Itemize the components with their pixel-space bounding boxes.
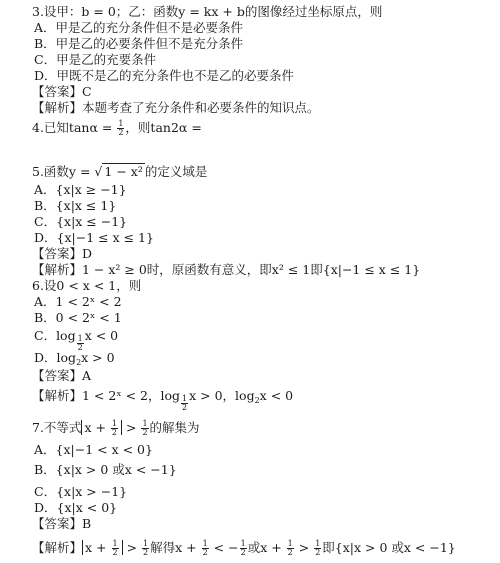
q5-answer: 【答案】D [32,246,93,261]
q7-analysis-frac-1-den: 2 [112,548,118,557]
q6-analysis-half-num: 1 [182,394,188,403]
q7-analysis-frac-6-den: 2 [315,548,321,557]
q7-analysis-mid2: 解得x + [150,540,201,555]
q6-analysis-base-half [181,395,188,412]
q7-option-a: A．{x|−1 < x < 0} [34,442,153,457]
q6-analysis-half-den: 2 [182,403,188,412]
q7-analysis-abs-inner: x + [85,540,111,555]
q7-analysis-mid1: > [122,540,142,555]
q7-analysis-frac-4-den: 2 [240,548,246,557]
q7-analysis-mid4: 或x + [247,540,286,555]
q3-analysis: 【解析】本题考查了充分条件和必要条件的知识点。 [32,100,320,115]
q7-analysis-frac-1-num: 1 [112,539,118,548]
q7-rhs-fraction [141,420,148,437]
q3-stem: 3.设甲：b = 0；乙：函数y = kx + b的图像经过坐标原点，则 [32,4,383,19]
q5-stem-suffix: 的定义域是 [144,164,208,179]
q3-option-d: D．甲既不是乙的充分条件也不是乙的必要条件 [34,68,295,83]
q6-option-a: A．1 < 2ˣ < 2 [34,294,122,309]
q7-abs-fraction-num: 1 [111,419,118,428]
q5-option-d: D．{x|−1 ≤ x ≤ 1} [34,230,154,245]
q5-analysis: 【解析】1 − x² ≥ 0时，原函数有意义，即x² ≤ 1即{x|−1 ≤ x ≤ 1} [32,262,421,277]
q7-analysis-frac-6-num: 1 [315,539,321,548]
q7-stem [32,420,200,437]
q5-stem-prefix: 5.函数y = [32,164,95,179]
q7-analysis-prefix: 【解析】 [32,540,83,555]
q7-stem-suffix: 的解集为 [149,420,200,435]
q7-analysis-mid5: > [294,540,314,555]
q7-analysis-mid3: < − [209,540,239,555]
q5-option-c: C．{x|x ≤ −1} [34,214,128,229]
q6-option-c-base-num: 1 [77,334,83,343]
q3-answer: 【答案】C [32,84,92,99]
sqrt-icon: √ [94,164,103,179]
q7-analysis-abs [82,540,123,555]
q7-analysis-frac-2-den: 2 [143,548,149,557]
q3-option-c: C．甲是乙的充要条件 [34,52,157,67]
q3-option-b: B．甲是乙的必要条件但不是充分条件 [34,36,244,51]
q6-option-d-base: 2 [76,358,82,367]
q7-analysis-frac-1 [112,540,119,557]
q5-option-a: A．{x|x ≥ −1} [34,182,127,197]
q4-stem [32,120,202,137]
q7-analysis-frac-6 [314,540,321,557]
q4-fraction-num: 1 [118,119,124,128]
q7-analysis-frac-4 [240,540,247,557]
q5-radicand: 1 − x² [104,164,143,179]
q6-analysis-a: 【解析】1 < 2ˣ < 2，log [32,388,181,403]
q4-suffix: ，则tan2α = [125,120,202,135]
q6-analysis [32,388,293,412]
q7-abs-fraction [111,420,118,437]
q7-analysis-frac-3 [202,540,209,557]
q7-analysis-frac-2 [142,540,149,557]
q6-analysis-base: 2 [254,396,260,405]
q6-option-d-suffix: x > 0 [81,350,115,365]
q7-analysis-frac-4-num: 1 [240,539,246,548]
q7-stem-mid: > [122,420,141,435]
q7-option-c: C．{x|x > −1} [34,484,128,499]
q7-abs-fraction-den: 2 [111,428,118,437]
q7-analysis-suffix: 即{x|x > 0 或x < −1} [322,540,456,555]
q4-fraction [117,120,124,137]
q6-stem: 6.设0 < x < 1，则 [32,278,142,293]
q3-option-a: A．甲是乙的充分条件但不是必要条件 [34,20,244,35]
q7-abs-inner: x + [84,420,110,435]
q7-analysis-frac-5-den: 2 [287,548,293,557]
q7-option-d: D．{x|x < 0} [34,500,118,515]
q4-fraction-den: 2 [118,128,124,137]
q7-analysis-frac-3-den: 2 [202,548,208,557]
q7-abs-expression [81,420,122,435]
q7-analysis-frac-2-num: 1 [143,539,149,548]
q7-rhs-fraction-den: 2 [142,428,148,437]
q6-analysis-b: x > 0，log [189,388,255,403]
q6-option-c-base-den: 2 [77,343,83,352]
q7-analysis [32,540,456,557]
q6-option-c-suffix: x < 0 [84,328,119,343]
q7-option-b: B．{x|x > 0 或x < −1} [34,462,177,477]
q7-answer: 【答案】B [32,516,92,531]
q7-stem-prefix: 7.不等式 [32,420,82,435]
q6-answer: 【答案】A [32,368,92,383]
q6-option-c [34,328,118,352]
q6-option-b: B．0 < 2ˣ < 1 [34,310,122,325]
q6-analysis-c: x < 0 [259,388,294,403]
q4-prefix: 4.已知tanα = [32,120,117,135]
q7-analysis-frac-5 [287,540,294,557]
q5-option-b: B．{x|x ≤ 1} [34,198,117,213]
q7-rhs-fraction-num: 1 [142,419,148,428]
q6-option-d [34,350,115,370]
q6-option-c-prefix: C．log [34,328,76,343]
q7-analysis-frac-5-num: 1 [287,539,293,548]
q6-option-d-prefix: D．log [34,350,77,365]
q7-analysis-frac-3-num: 1 [202,539,208,548]
q5-stem [32,164,207,179]
